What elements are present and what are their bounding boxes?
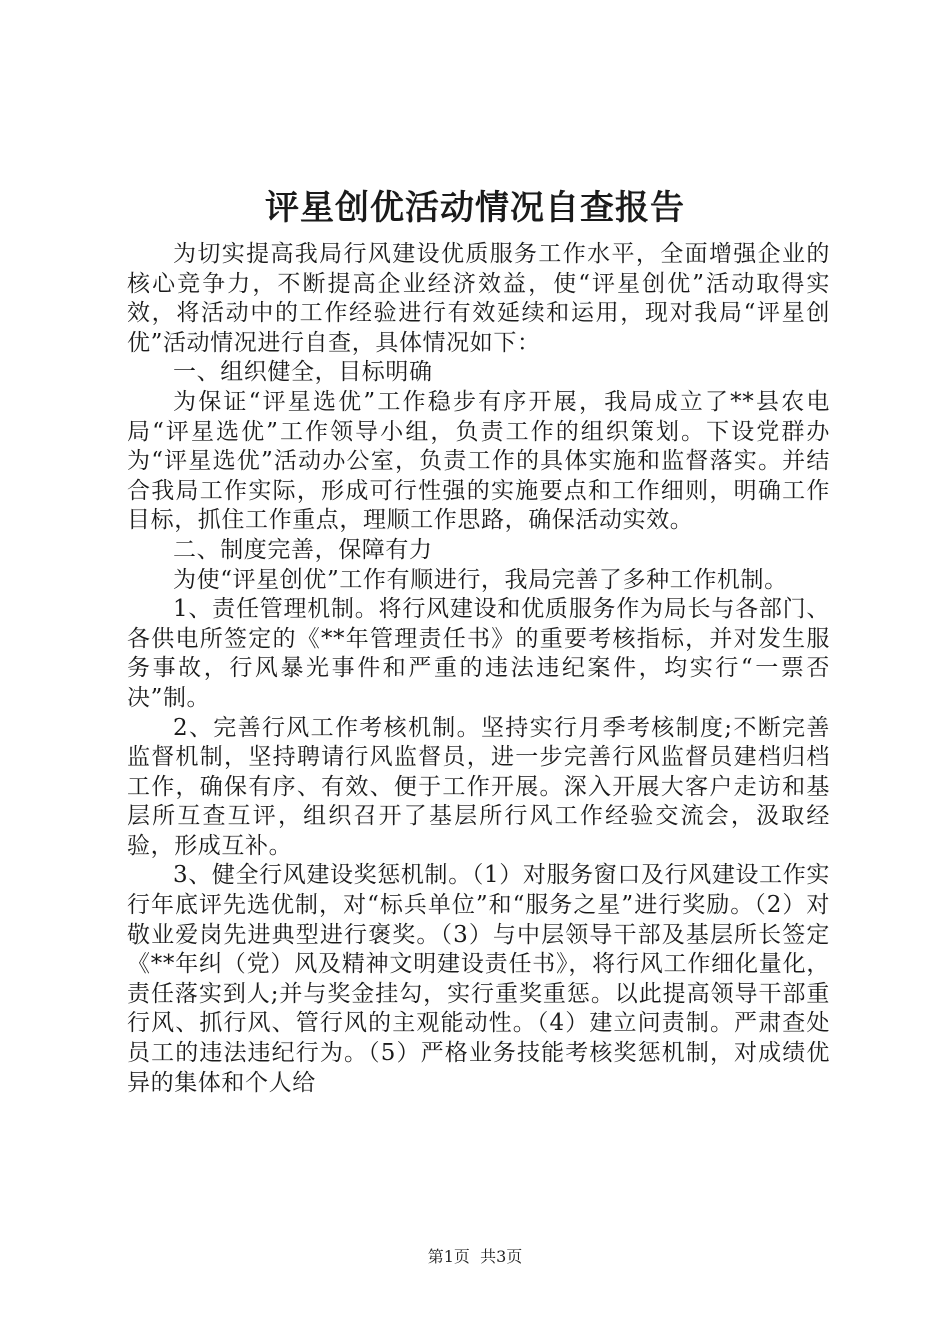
mechanism-2-paragraph: 2、完善行风工作考核机制。坚持实行月季考核制度;不断完善监督机制，坚持聘请行风监督员，进一步完善行风监督员建档归档工作，确保有序、有效、便于工作开展。深入开展大客户走访和基层所互查互评，组织召开了基层所行风工作经验交流会，汲取经验，形成互补。 xyxy=(127,714,830,859)
page-footer xyxy=(0,1247,950,1267)
section-heading-2: 二、制度完善，保障有力 xyxy=(173,536,433,563)
mechanism-3-paragraph: 3、健全行风建设奖惩机制。（1）对服务窗口及行风建设工作实行年底评先选优制，对“标兵单位”和“服务之星”进行奖励。（2）对敬业爱岗先进典型进行褒奖。（3）与中层领导干部及基层所长签定《**年纠（党）风及精神文明建设责任书》，将行风工作细化量化，责任落实到人;并与奖金挂勾，实行重奖重惩。以此提高领导干部重行风、抓行风、管行风的主观能动性。（4）建立问责制。严肃查处员工的违法违纪行为。（5）严格业务技能考核奖惩机制，对成绩优异的集体和个人给 xyxy=(127,862,830,1096)
mechanism-1-paragraph: 1、责任管理机制。将行风建设和优质服务作为局长与各部门、各供电所签定的《**年管理责任书》的重要考核指标，并对发生服务事故，行风暴光事件和严重的违法违纪案件，均实行“一票否决”制。 xyxy=(127,596,830,711)
section-2-intro-paragraph: 为使“评星创优”工作有顺进行，我局完善了多种工作机制。 xyxy=(173,566,788,593)
page-number: 第1页 xyxy=(427,1247,470,1266)
page-total: 共3页 xyxy=(480,1247,523,1266)
document-title: 评星创优活动情况自查报告 xyxy=(265,188,685,228)
section-heading-1: 一、组织健全，目标明确 xyxy=(173,359,433,386)
section-1-paragraph: 为保证“评星选优”工作稳步有序开展，我局成立了**县农电局“评星选优”工作领导小组，负责工作的组织策划。下设党群办为“评星选优”活动办公室，负责工作的具体实施和监督落实。并结合我局工作实际，形成可行性强的实施要点和工作细则，明确工作目标，抓住工作重点，理顺工作思路，确保活动实效。 xyxy=(127,388,830,534)
document-body xyxy=(127,240,830,1098)
intro-paragraph: 为切实提高我局行风建设优质服务工作水平，全面增强企业的核心竞争力，不断提高企业经济效益，使“评星创优”活动取得实效，将活动中的工作经验进行有效延续和运用，现对我局“评星创优”活动情况进行自查，具体情况如下： xyxy=(127,241,830,356)
